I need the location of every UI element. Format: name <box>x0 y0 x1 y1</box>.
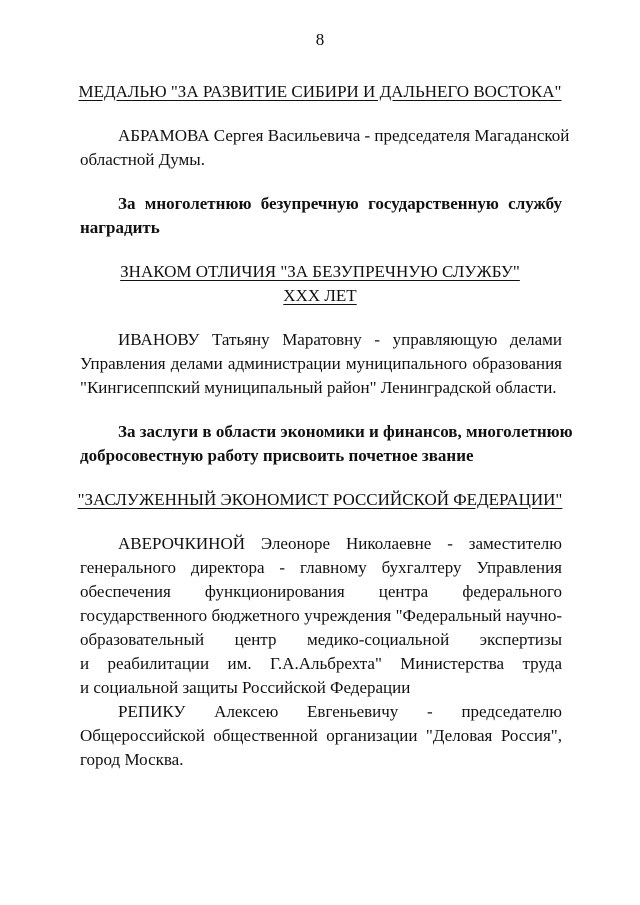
ivanova-line-1: ИВАНОВУ Татьяну Маратовну - управляющую делами <box>118 330 562 349</box>
badge-heading-line-1 <box>0 260 640 284</box>
title-heading-text: "ЗАСЛУЖЕННЫЙ ЭКОНОМИСТ РОССИЙСКОЙ ФЕДЕРАЦИИ" <box>77 490 563 509</box>
badge-heading-text-2: XXX ЛЕТ <box>283 286 357 305</box>
decree2-line-1: За заслуги в области экономики и финансов, многолетнюю <box>118 422 573 441</box>
repik-line-1: РЕПИКУ Алексею Евгеньевичу - председателю <box>118 702 562 721</box>
abramova-line-1: АБРАМОВА Сергея Васильевича - председателя Магаданской <box>118 126 570 145</box>
decree1-line-1: За многолетнюю безупречную государственную службу <box>118 194 562 213</box>
badge-heading-text-1: ЗНАКОМ ОТЛИЧИЯ "ЗА БЕЗУПРЕЧНУЮ СЛУЖБУ" <box>120 262 520 281</box>
badge-heading-line-2 <box>0 284 640 308</box>
decree1-line-2: наградить <box>80 218 160 237</box>
averochkina-line-6: и реабилитации им. Г.А.Альбрехта" Министерства труда <box>80 654 562 673</box>
averochkina-line-1: АВЕРОЧКИНОЙ Элеоноре Николаевне - заместителю <box>118 534 562 553</box>
ivanova-line-3: "Кингисеппский муниципальный район" Ленинградской области. <box>80 378 557 397</box>
averochkina-line-5: образовательный центр медико-социальной экспертизы <box>80 630 562 649</box>
averochkina-line-4: государственного бюджетного учреждения "Федеральный научно- <box>80 606 562 625</box>
decree2-line-2: добросовестную работу присвоить почетное звание <box>80 446 474 465</box>
averochkina-line-7: и социальной защиты Российской Федерации <box>80 678 411 697</box>
repik-line-2: Общероссийской общественной организации "Деловая Россия", <box>80 726 562 745</box>
medal-heading-text: МЕДАЛЬЮ "ЗА РАЗВИТИЕ СИБИРИ И ДАЛЬНЕГО ВОСТОКА" <box>78 82 562 101</box>
abramova-line-2: областной Думы. <box>80 150 205 169</box>
page-number: 8 <box>315 30 325 49</box>
title-heading <box>0 488 640 512</box>
medal-heading <box>0 80 640 104</box>
averochkina-line-3: обеспечения функционирования центра федерального <box>80 582 562 601</box>
ivanova-line-2: Управления делами администрации муниципального образования <box>80 354 562 373</box>
repik-line-3: город Москва. <box>80 750 184 769</box>
averochkina-line-2: генерального директора - главному бухгалтеру Управления <box>80 558 562 577</box>
